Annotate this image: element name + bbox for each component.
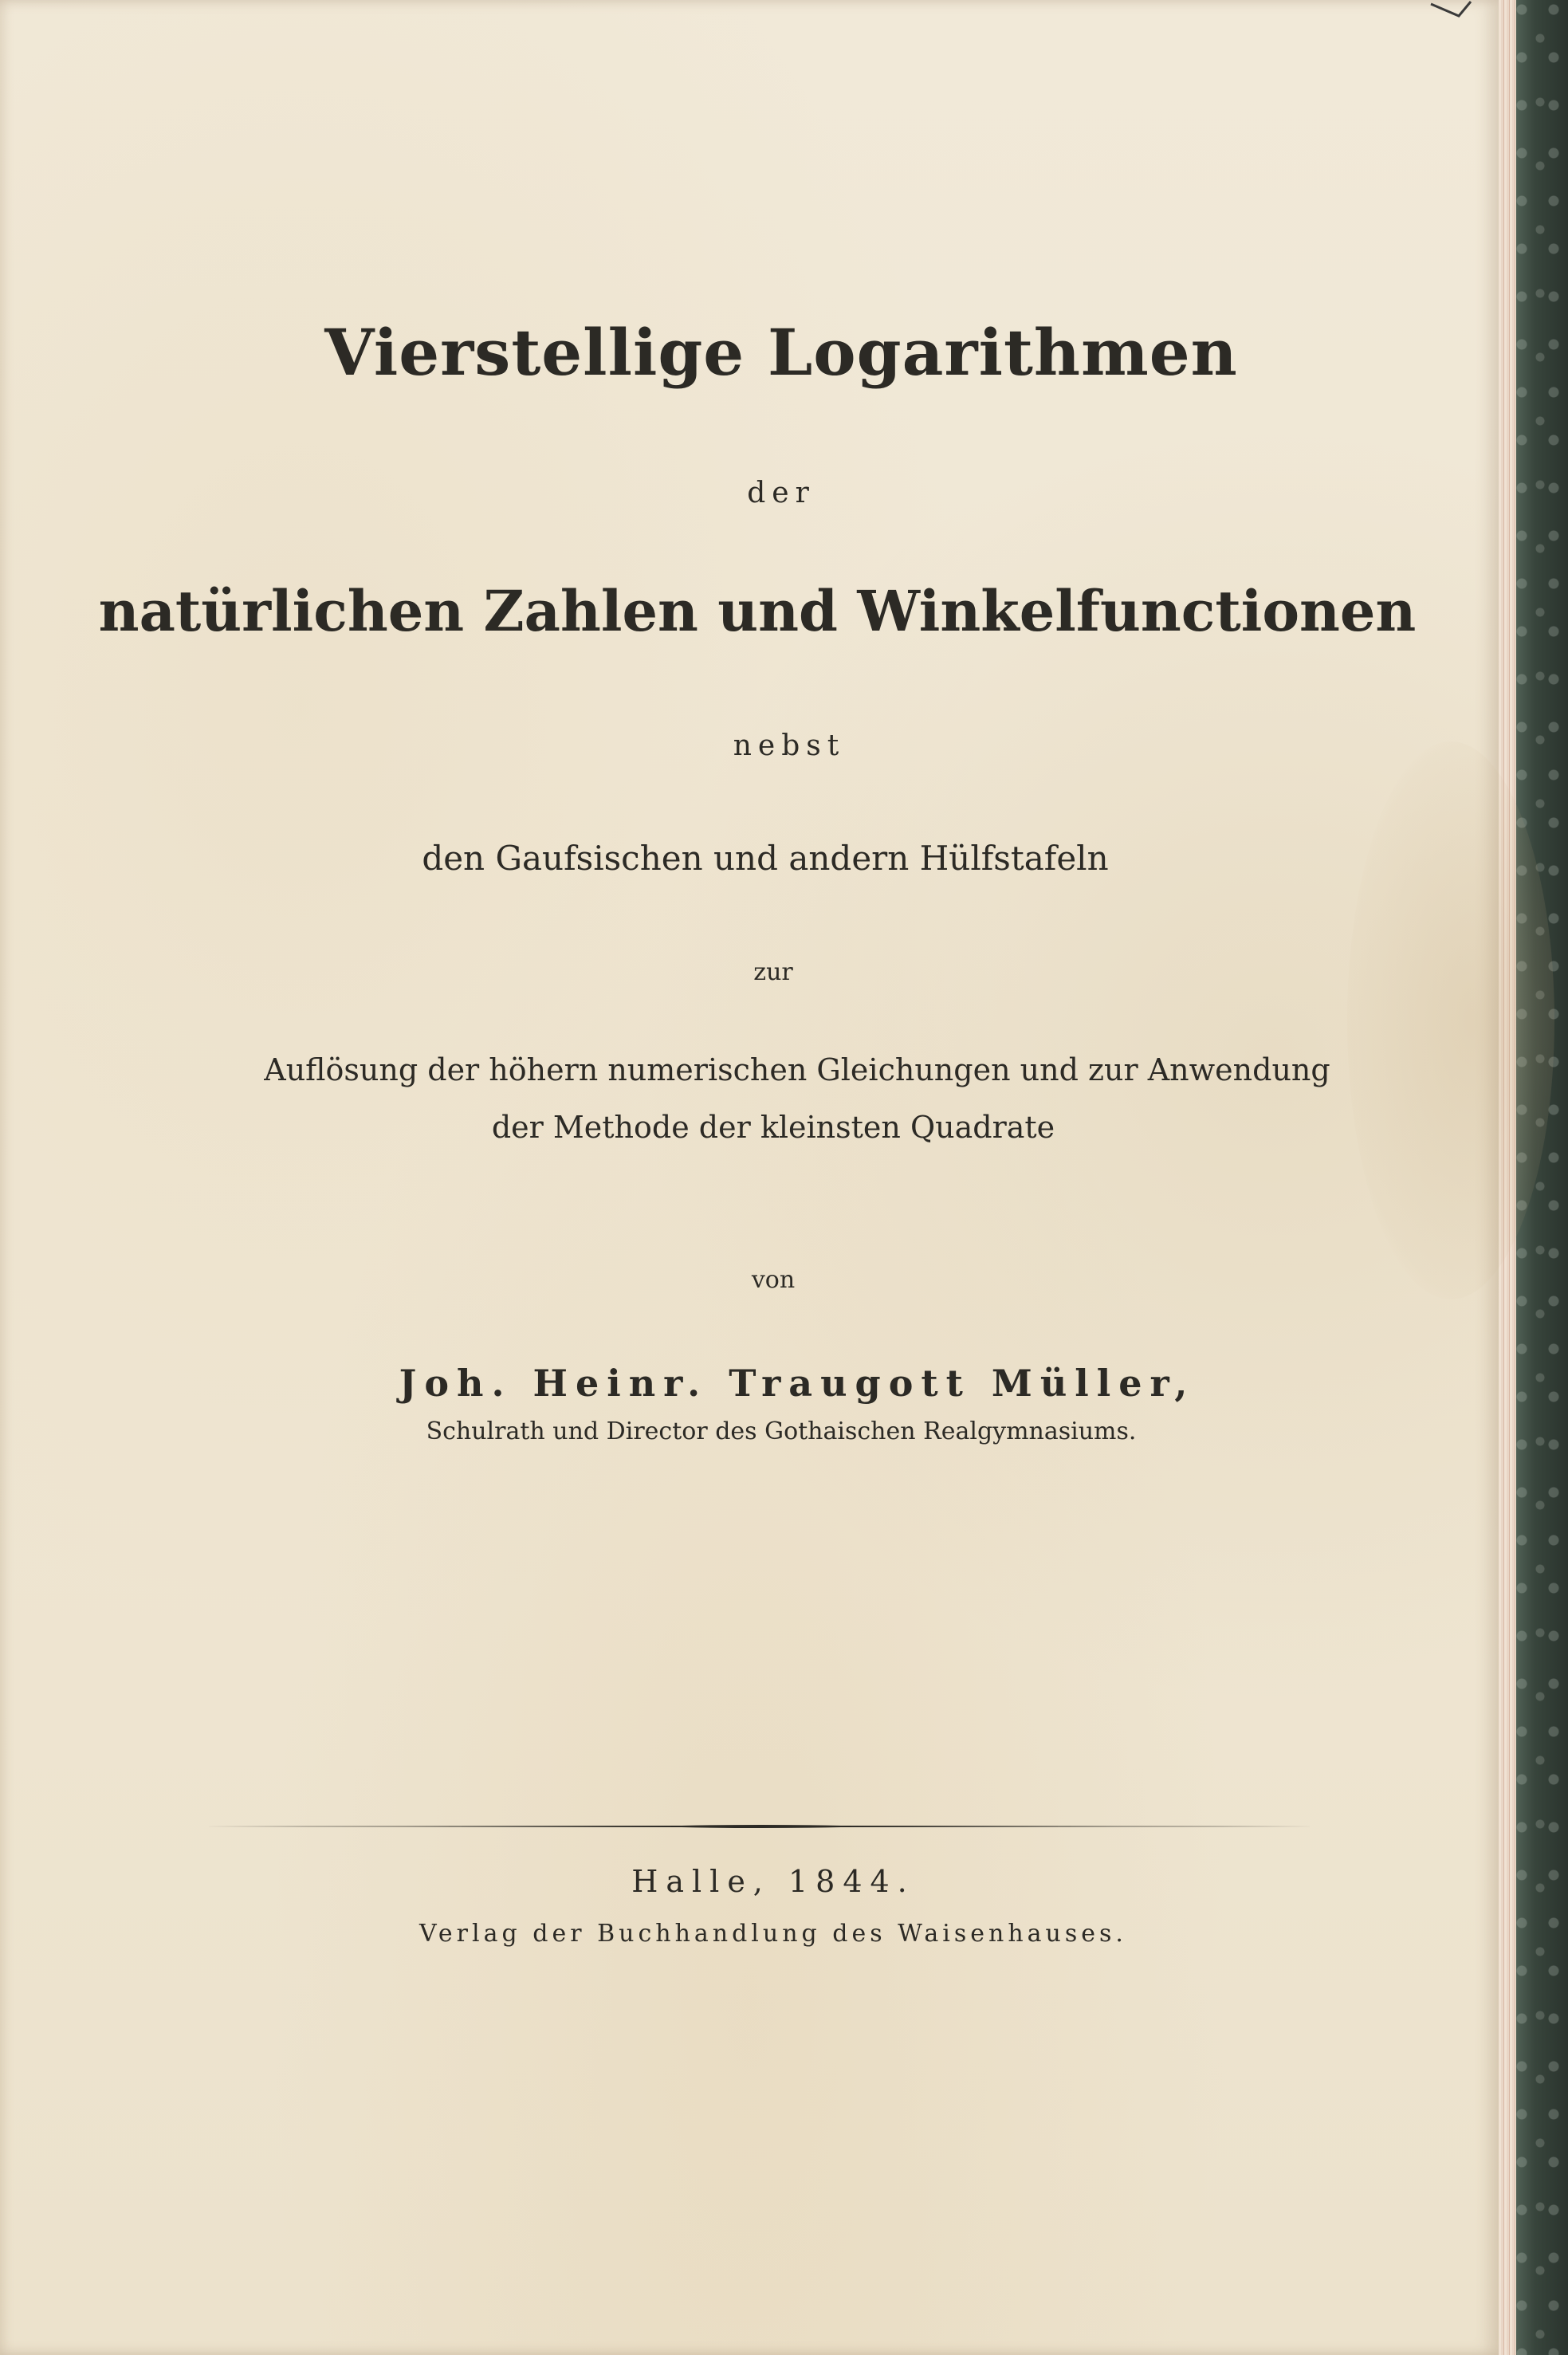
purpose-line-2: der Methode der kleinsten Quadrate: [491, 1110, 1055, 1145]
purpose-line-1: Auflösung der höhern numerischen Gleichungen und zur Anwendung: [264, 1052, 1330, 1087]
publisher: Verlag der Buchhandlung des Waisenhauses.: [419, 1920, 1127, 1948]
connector-von: von: [751, 1266, 796, 1294]
author-name: Joh. Heinr. Traugott Müller,: [399, 1362, 1196, 1405]
book-subtitle: natürlichen Zahlen und Winkelfunctionen: [98, 578, 1417, 644]
tables-description: den Gaufsischen und andern Hülfstafeln: [422, 839, 1109, 878]
place-and-year: Halle, 1844.: [631, 1864, 915, 1899]
book-title: Vierstellige Logarithmen: [324, 315, 1238, 390]
connector-nebst: nebst: [733, 729, 846, 762]
connector-zur: zur: [753, 958, 793, 986]
author-position: Schulrath und Director des Gothaischen Realgymnasiums.: [426, 1417, 1137, 1445]
connector-der: der: [747, 477, 815, 509]
ornamental-rule: [203, 1824, 1315, 1829]
